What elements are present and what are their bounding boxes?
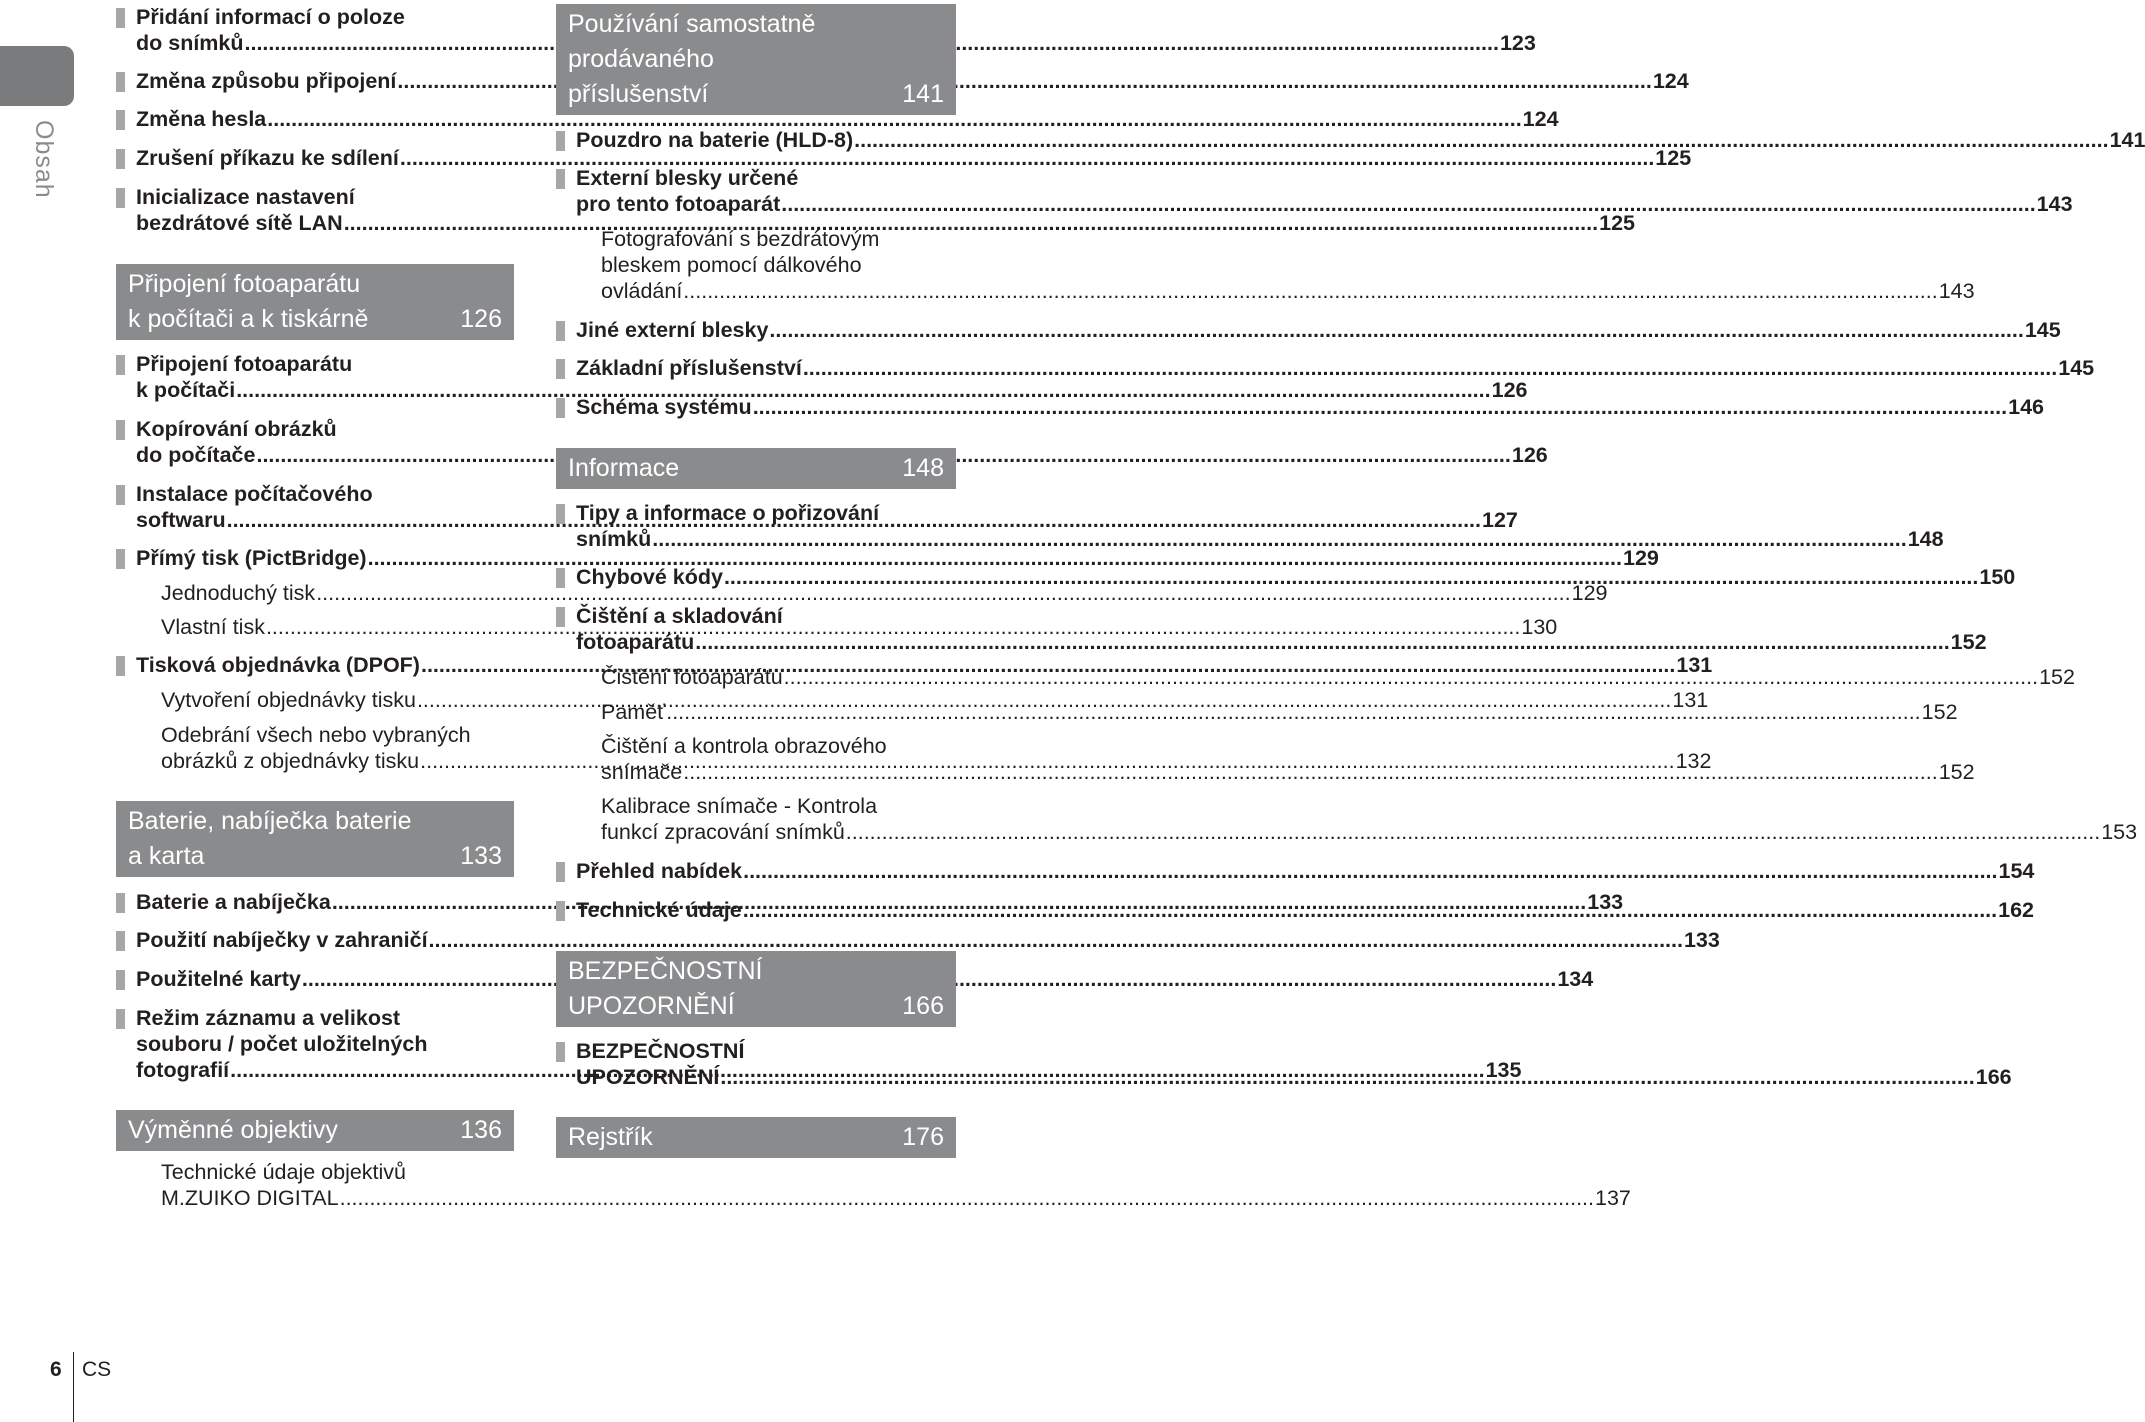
toc-subentry[interactable]: Paměť ..... 152 [556, 699, 952, 725]
toc-entry[interactable]: Zrušení příkazu ke sdílení ..... 125 [116, 145, 534, 171]
toc-entry[interactable]: Změna hesla ..... 124 [116, 106, 534, 132]
toc-entry[interactable]: Režim záznamu a velikost souboru / počet uložitelných fotografií ..... 135 [116, 1005, 534, 1083]
toc-section-header[interactable]: Používání samostatně prodávaného příslušenství 141 [556, 4, 956, 115]
toc-entry[interactable]: Čištění a skladování fotoaparátu ..... 152 [556, 603, 972, 655]
toc-entry[interactable]: Chybové kódy ..... 150 [556, 564, 972, 590]
footer-divider [73, 1352, 74, 1422]
toc-section-header[interactable]: Rejstřík 176 [556, 1117, 956, 1158]
toc-entry[interactable]: Instalace počítačového softwaru ..... 127 [116, 481, 534, 533]
toc-entry[interactable]: Technické údaje ..... 162 [556, 897, 972, 923]
toc-entry[interactable]: Schéma systému ..... 146 [556, 394, 972, 420]
toc-entry[interactable]: BEZPEČNOSTNÍ UPOZORNĚNÍ ..... 166 [556, 1038, 972, 1090]
toc-entry[interactable]: Připojení fotoaparátu k počítači ..... 126 [116, 351, 534, 403]
toc-subentry[interactable]: Vlastní tisk ..... 130 [116, 614, 534, 640]
toc-subentry[interactable]: Jednoduchý tisk ..... 129 [116, 580, 534, 606]
toc-entry[interactable]: Inicializace nastavení bezdrátové sítě LAN ..... 125 [116, 184, 534, 236]
page-number: 6 [50, 1358, 62, 1381]
toc-section-header[interactable]: Připojení fotoaparátu k počítači a k tiskárně 126 [116, 264, 514, 340]
toc-section-header[interactable]: Baterie, nabíječka baterie a karta 133 [116, 801, 514, 877]
toc-section-header[interactable]: BEZPEČNOSTNÍ UPOZORNĚNÍ 166 [556, 951, 956, 1027]
toc-entry[interactable]: Změna způsobu připojení ..... 124 [116, 68, 534, 94]
toc-entry[interactable]: Přímý tisk (PictBridge) ..... 129 [116, 545, 534, 571]
toc-entry[interactable]: Externí blesky určené pro tento fotoaparát ..... 143 [556, 165, 972, 217]
toc-subentry[interactable]: Kalibrace snímače - Kontrola funkcí zpracování snímků ..... 153 [556, 793, 952, 845]
section-tab-label: Obsah [30, 120, 58, 199]
toc-subentry[interactable]: Čistění fotoaparátu ..... 152 [556, 664, 952, 690]
toc-entry[interactable]: Přehled nabídek ..... 154 [556, 858, 972, 884]
section-tab [0, 46, 74, 106]
toc-entry[interactable]: Použitelné karty ..... 134 [116, 966, 534, 992]
toc-section-header[interactable]: Výměnné objektivy 136 [116, 1110, 514, 1151]
toc-entry[interactable]: Kopírování obrázků do počítače ..... 126 [116, 416, 534, 468]
toc-entry[interactable]: Přidání informací o poloze do snímků ..... 123 [116, 4, 534, 56]
toc-subentry[interactable]: Vytvoření objednávky tisku ..... 131 [116, 687, 534, 713]
toc-entry[interactable]: Základní příslušenství ..... 145 [556, 355, 972, 381]
toc-entry[interactable]: Pouzdro na baterie (HLD-8) ..... 141 [556, 127, 972, 153]
toc-entry[interactable]: Tipy a informace o pořizování snímků ..... 148 [556, 500, 972, 552]
toc-section-header[interactable]: Informace 148 [556, 448, 956, 489]
toc-entry[interactable]: Tisková objednávka (DPOF) ..... 131 [116, 652, 534, 678]
toc-subentry[interactable]: Technické údaje objektivů M.ZUIKO DIGITAL ..... 137 [116, 1159, 534, 1211]
toc-entry[interactable]: Baterie a nabíječka ..... 133 [116, 889, 534, 915]
language-code: CS [82, 1358, 112, 1381]
toc-subentry[interactable]: Odebrání všech nebo vybraných obrázků z objednávky tisku ..... 132 [116, 722, 534, 774]
toc-subentry[interactable]: Čištění a kontrola obrazového snímače ..... 152 [556, 733, 952, 785]
toc-entry[interactable]: Použití nabíječky v zahraničí ..... 133 [116, 927, 534, 953]
toc-entry[interactable]: Jiné externí blesky ..... 145 [556, 317, 972, 343]
toc-subentry[interactable]: Fotografování s bezdrátovým bleskem pomocí dálkového ovládání ..... 143 [556, 226, 952, 304]
